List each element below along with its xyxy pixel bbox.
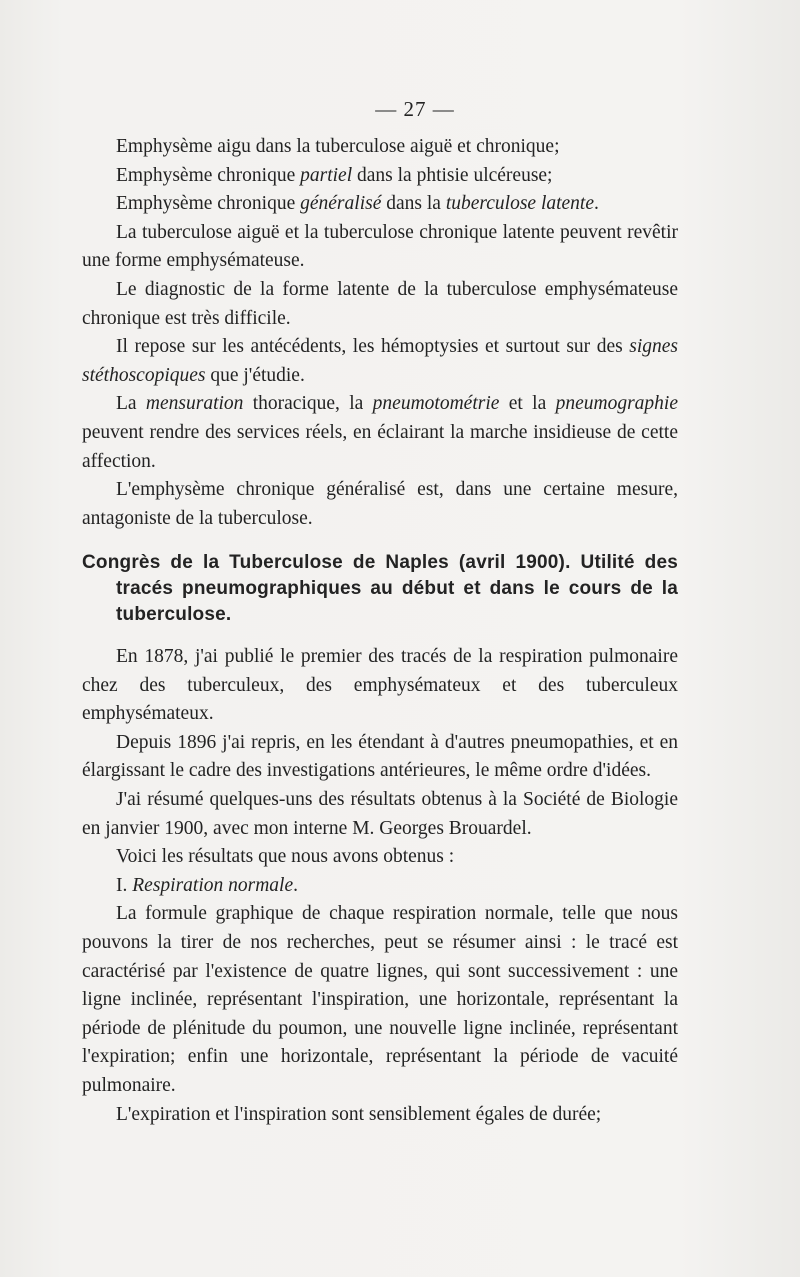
text-span: La tuberculose aiguë et la tuberculose chronique latente peuvent revêtir une forme emphysémateuse. [82,221,678,272]
page-number: — 27 — [375,97,455,121]
emphasis-text: Respiration normale [132,874,294,896]
text-span: La [116,393,146,415]
text-span: Emphysème aigu dans la tuberculose aiguë et chronique; [116,136,560,157]
emphasis-text: tuberculose latente [445,193,595,215]
text-span: thoracique, la [243,393,373,415]
emphasis-text: mensuration [145,393,244,415]
text-span: Voici les résultats que nous avons obtenus : [116,846,455,868]
paragraph [82,162,678,191]
paragraph [82,190,678,219]
text-span: . [293,874,298,896]
paragraph [82,133,678,162]
paragraph [82,786,678,843]
section-heading: Congrès de la Tuberculose de Naples (avril 1900). Utilité des tracés pneumographiques au début et dans le cours de la tuberculose. [82,552,678,625]
emphasis-text: pneumotométrie [372,393,500,415]
paragraph [82,333,678,390]
paragraph [82,843,678,872]
emphasis-text: partiel [300,164,353,186]
paragraph [82,900,678,1100]
paragraph [82,1101,678,1130]
text-span: Depuis 1896 j'ai repris, en les étendant à d'autres pneumopathies, et en élargissant le cadre des investigations antérieures, le même ordre d'idées. [82,731,678,782]
paragraph-block-bottom [82,643,678,1129]
text-span: . [594,193,599,215]
paragraph [82,643,678,729]
text-span: Le diagnostic de la forme latente de la tuberculose emphysémateuse chronique est très difficile. [82,278,678,329]
text-span: La formule graphique de chaque respiration normale, telle que nous pouvons la tirer de nos recherches, peut se résumer ainsi : le tracé est caractérisé par l'existence de quatre lignes, qui sont successivement : une ligne inclinée, représentant l'inspiration, une horizontale, représentant la période de plénitude du poumon, une nouvelle ligne inclinée, représentant l'expiration; enfin une horizontale, représentant la période de vacuité pulmonaire. [82,903,678,1096]
paragraph [82,729,678,786]
emphasis-text: généralisé [300,193,382,215]
text-span: L'emphysème chronique généralisé est, dans une certaine mesure, antagoniste de la tuberculose. [82,479,678,529]
text-span: Emphysème chronique [116,193,301,215]
text-span: J'ai résumé quelques-uns des résultats obtenus à la Société de Biologie en janvier 1900, avec mon interne M. Georges Brouardel. [82,788,678,839]
text-span: que j'étudie. [205,364,305,386]
paragraph [82,219,678,276]
paragraph [82,476,678,533]
paragraph-block-top [82,133,678,533]
paragraph [82,872,678,901]
text-span: Emphysème chronique [116,164,301,186]
emphasis-text: signes stéthoscopiques [82,336,678,386]
paragraph [82,276,678,333]
text-span: dans la phtisie ulcéreuse; [352,164,553,186]
text-span: L'expiration et l'inspiration sont sensiblement égales de durée; [116,1103,602,1125]
text-span: Il repose sur les antécédents, les hémoptysies et surtout sur des [116,336,630,358]
text-span: I. [116,874,133,896]
text-span: En 1878, j'ai publié le premier des tracés de la respiration pulmonaire chez des tuberculeux, des emphysémateux et des tuberculeux emphysémateux. [82,646,678,725]
paragraph [82,390,678,476]
emphasis-text: pneumographie [555,393,678,415]
text-span: peuvent rendre des services réels, en éclairant la marche insidieuse de cette affection. [82,421,678,472]
text-span: et la [499,393,556,415]
text-span: dans la [381,193,446,215]
